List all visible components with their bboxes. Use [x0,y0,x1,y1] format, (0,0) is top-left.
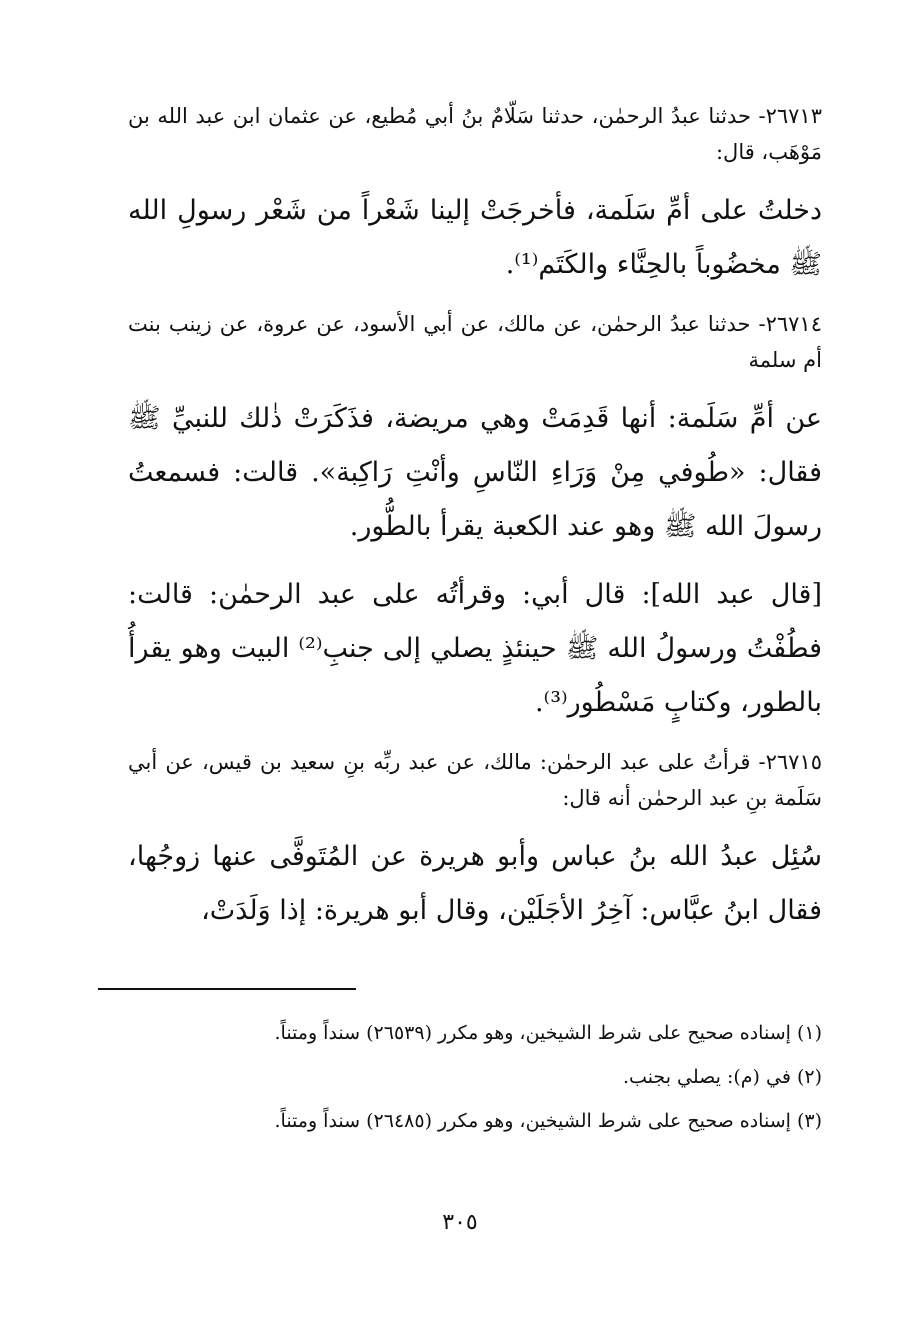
abdullah-addition-text: [قال عبد الله]: قال أبي: وقرأتُه على عبد الرحمٰن: قالت: فطُفْتُ ورسولُ الله ﷺ حينئذٍ يصلي إلى جنبِ⁽²⁾ البيت وهو يقرأُ بالطور، وكتابٍ مَسْطُور⁽³⁾. [128,579,822,718]
hadith-26714-chain: ٢٦٧١٤- حدثنا عبدُ الرحمٰن، عن مالك، عن أبي الأسود، عن عروة، عن زينب بنت أم سلمة [128,312,822,372]
hadith-26714-text: عن أمِّ سَلَمة: أنها قَدِمَتْ وهي مريضة، فذَكَرَتْ ذٰلك للنبيِّ ﷺ فقال: «طُوفي مِنْ وَرَاءِ النّاسِ وأنْتِ رَاكِبة». قالت: فسمعتُ رسولَ الله ﷺ وهو عند الكعبة يقرأ بالطُّور. [128,403,822,542]
footnote-1: (١) إسناده صحيح على شرط الشيخين، وهو مكرر (٢٦٥٣٩) سنداً ومتناً. [274,1022,822,1044]
hadith-26713-chain: ٢٦٧١٣- حدثنا عبدُ الرحمٰن، حدثنا سَلّامٌ بنُ أبي مُطيع، عن عثمان ابن عبد الله بن مَوْهَب، قال: [128,104,822,164]
footnotes [128,1014,822,1146]
footnote-3: (٣) إسناده صحيح على شرط الشيخين، وهو مكرر (٢٦٤٨٥) سنداً ومتناً. [274,1110,822,1132]
page-number: ٣٠٥ [442,1210,478,1235]
footnote-separator [98,988,356,990]
footnote-2: (٢) في (م): يصلي بجنب. [623,1066,822,1088]
hadith-26715-text: سُئِل عبدُ الله بنُ عباس وأبو هريرة عن المُتَوفَّى عنها زوجُها، فقال ابنُ عبَّاس: آخِرُ الأجَلَيْن، وقال أبو هريرة: إذا وَلَدَتْ، [128,841,822,926]
hadith-26715-chain: ٢٦٧١٥- قرأتُ على عبد الرحمٰن: مالك، عن عبد ربِّه بنِ سعيد بن قيس، عن أبي سَلَمة بنِ عبد الرحمٰن أنه قال: [128,750,823,810]
main-text [128,98,822,952]
hadith-26713-text: دخلتُ على أمِّ سَلَمة، فأخرجَتْ إلينا شَعْراً من شَعْر رسولِ الله ﷺ مخضُوباً بالحِنَّاء والكَتَم⁽¹⁾. [128,195,822,280]
